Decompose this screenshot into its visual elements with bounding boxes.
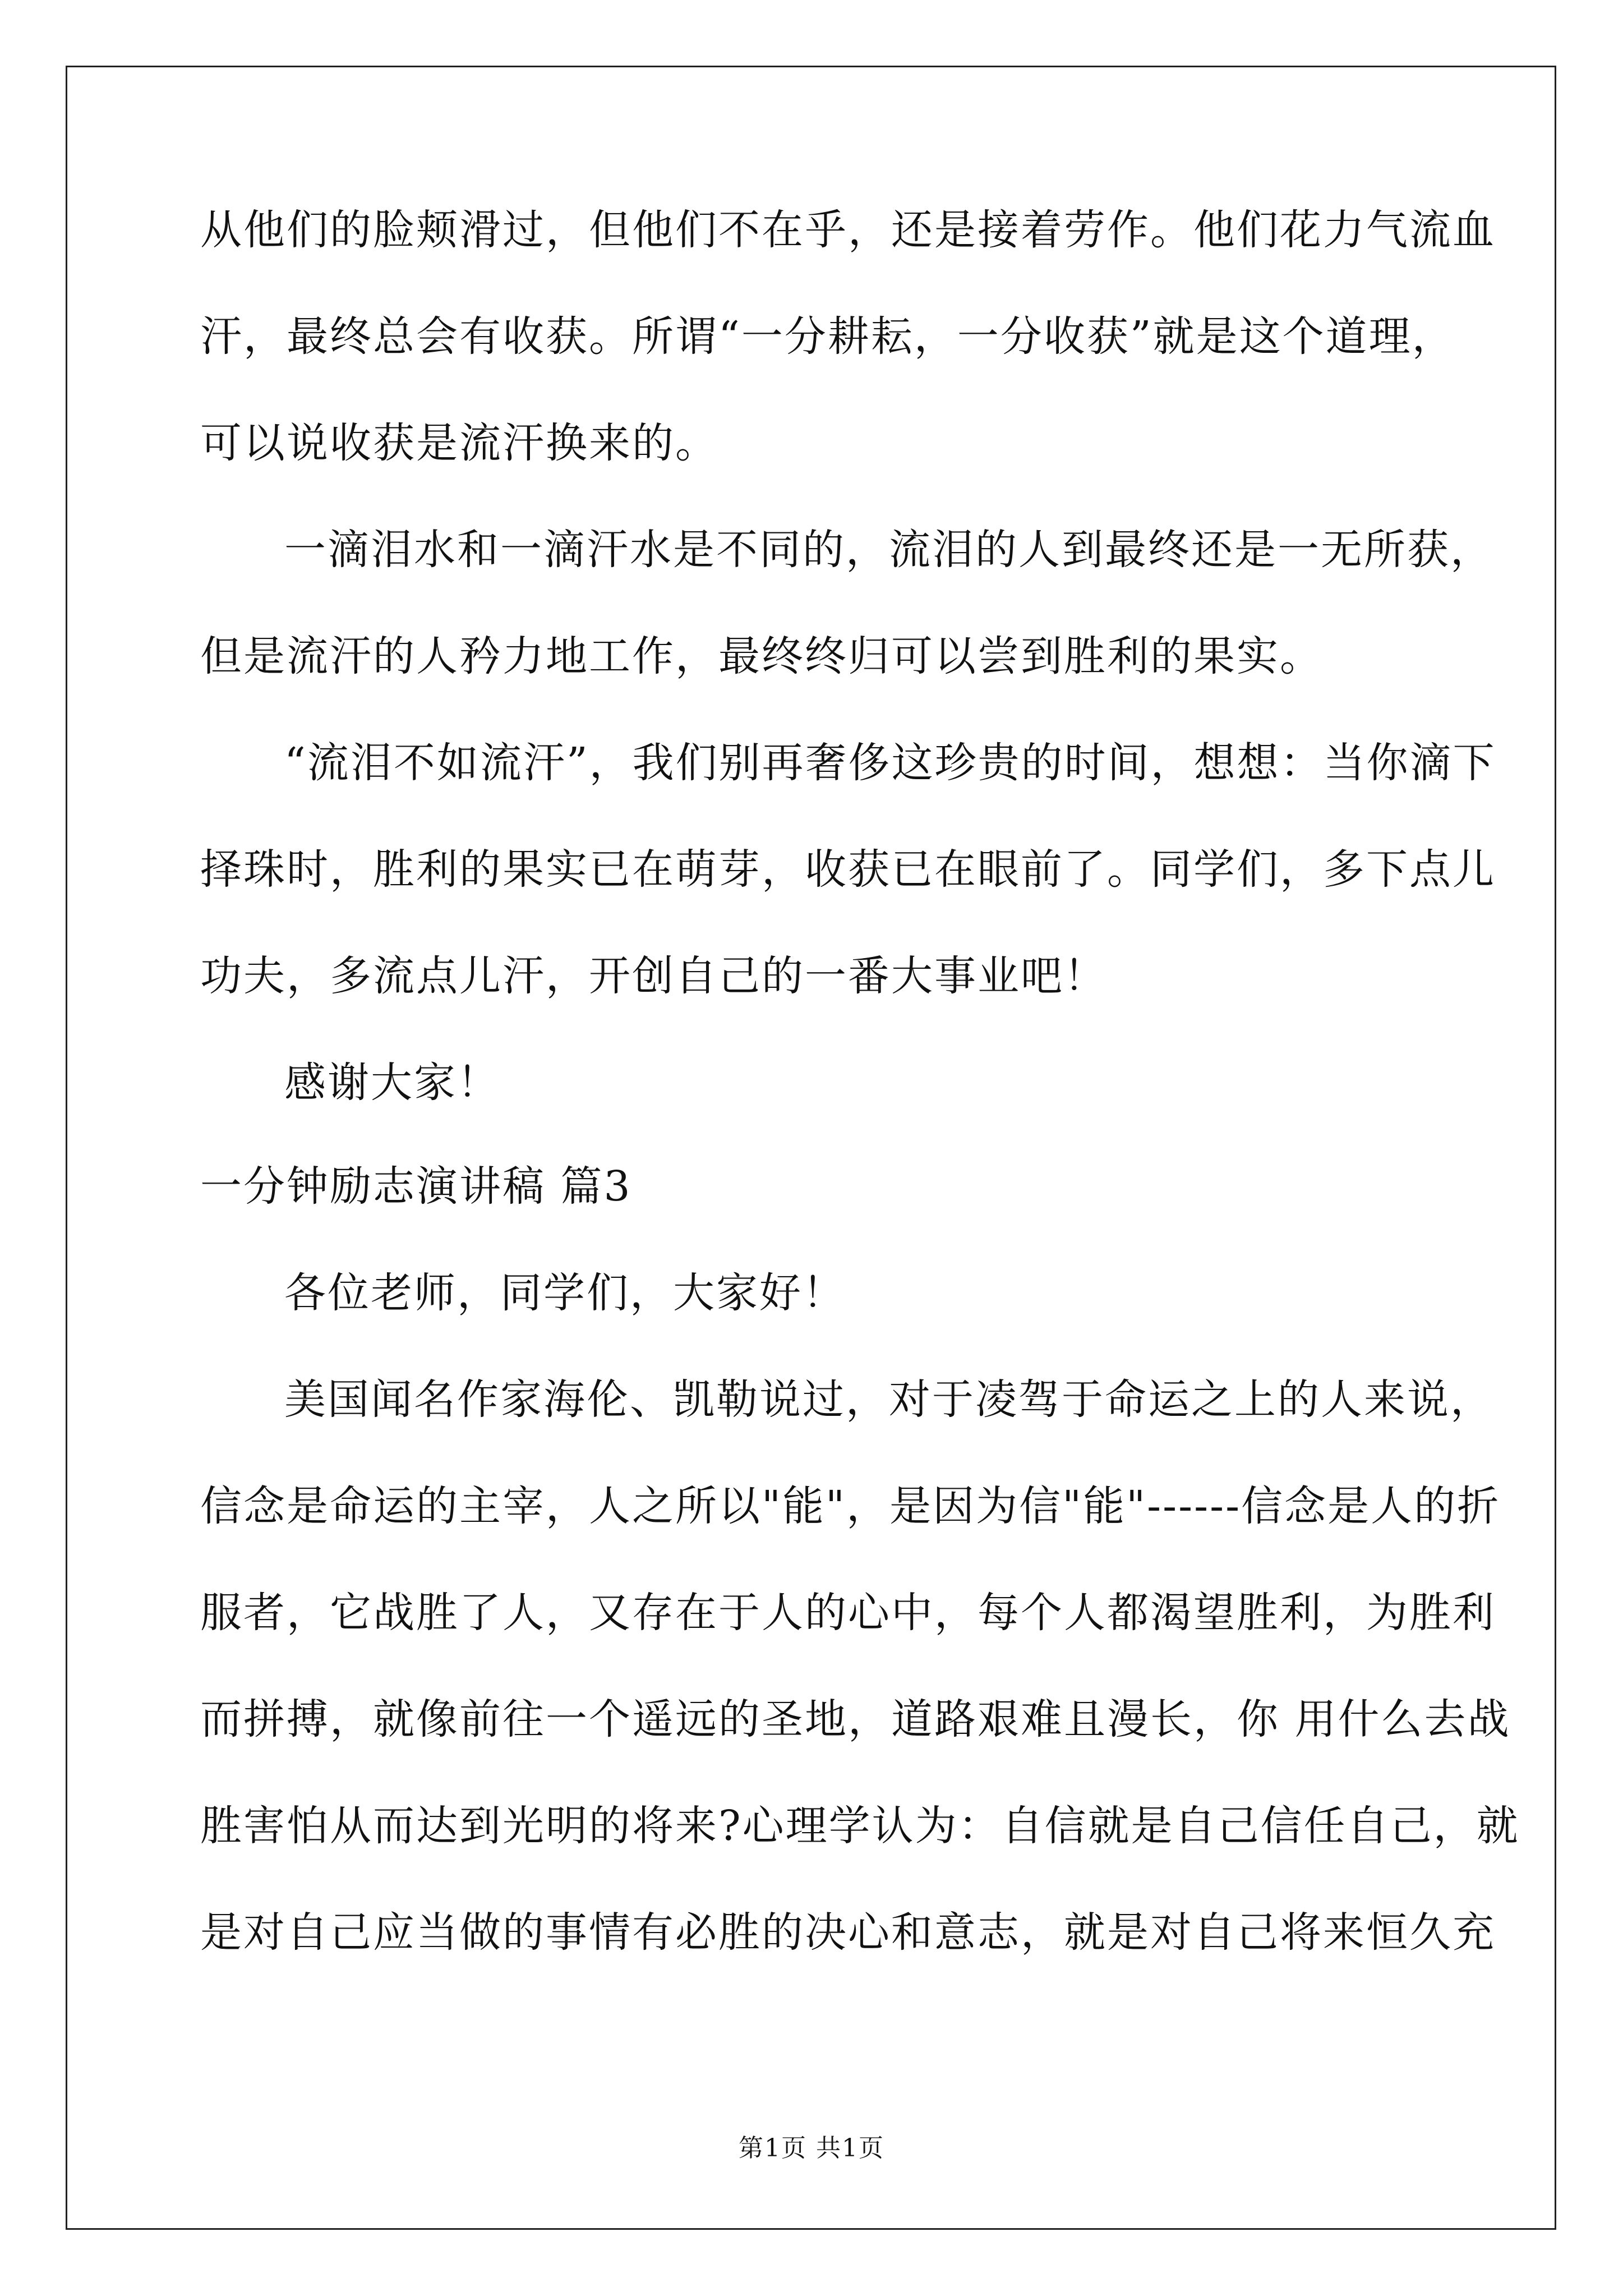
text-line: 可以说收获是流汗换来的。 <box>200 419 718 467</box>
section-heading: 一分钟励志演讲稿 篇3 <box>200 1162 632 1211</box>
text-line: 各位老师，同学们，大家好！ <box>284 1269 846 1317</box>
page-number-footer: 第1页 共1页 <box>739 2134 884 2162</box>
text-line: 汗，最终总会有收获。所谓“一分耕耘，一分收获”就是这个道理， <box>200 312 1455 361</box>
text-line: 择珠时，胜利的果实已在萌芽，收获已在眼前了。同学们，多下点儿 <box>200 845 1496 894</box>
text-line: 信念是命运的主宰，人之所以"能"，是因为信"能"------信念是人的折 <box>200 1482 1501 1530</box>
text-line: 是对自己应当做的事情有必胜的决心和意志，就是对自己将来恒久充 <box>200 1908 1496 1957</box>
text-line: 功夫，多流点儿汗，开创自己的一番大事业吧！ <box>200 952 1107 1000</box>
text-line: 胜害怕从而达到光明的将来?心理学认为：自信就是自己信任自己，就 <box>200 1802 1520 1850</box>
text-line: 从他们的脸颊滑过，但他们不在乎，还是接着劳作。他们花力气流血 <box>200 206 1496 254</box>
text-line: 服者，它战胜了人，又存在于人的心中，每个人都渴望胜利，为胜利 <box>200 1589 1496 1637</box>
text-line: 感谢大家！ <box>284 1059 500 1107</box>
text-line: 美国闻名作家海伦、凯勒说过，对于凌驾于命运之上的人来说， <box>284 1375 1493 1424</box>
text-line: 而拼搏，就像前往一个遥远的圣地，道路艰难且漫长，你 用什么去战 <box>200 1695 1511 1743</box>
text-line: 但是流汗的人矜力地工作，最终终归可以尝到胜利的果实。 <box>200 632 1323 680</box>
text-line: 一滴泪水和一滴汗水是不同的，流泪的人到最终还是一无所获， <box>284 526 1493 574</box>
text-line: “流泪不如流汗”，我们别再奢侈这珍贵的时间，想想：当你滴下 <box>284 739 1496 787</box>
